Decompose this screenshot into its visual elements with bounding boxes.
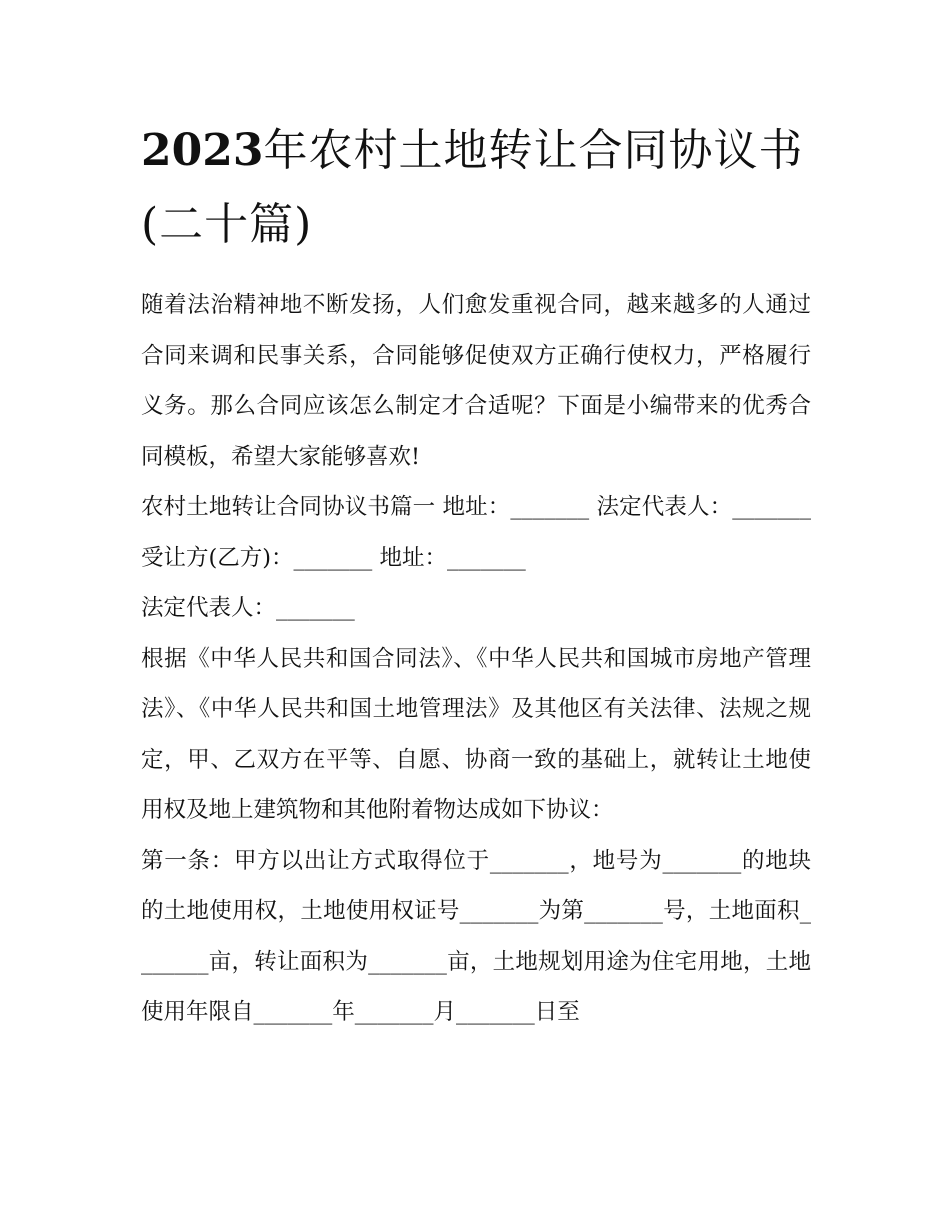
article-one-paragraph: 第一条：甲方以出让方式取得位于_______，地号为_______的地块的土地使用权，土地使用权证号_______为第_______号，土地面积_______亩，转让面积为_______亩，土地规划用途为住宅用地，土地使用年限自_______年_______月_______日至 — [141, 847, 811, 1025]
legal-basis-paragraph: 根据《中华人民共和国合同法》、《中华人民共和国城市房地产管理法》、《中华人民共和国土地管理法》及其他区有关法律、法规之规定，甲、乙双方在平等、自愿、协商一致的基础上，就转让土地使用权及地上建筑物和其他附着物达成如下协议： — [141, 645, 811, 823]
document-title — [141, 114, 811, 262]
intro-paragraph: 随着法治精神地不断发扬，人们愈发重视合同，越来越多的人通过合同来调和民事关系，合同能够促使双方正确行使权力，严格履行义务。那么合同应该怎么制定才合适呢？下面是小编带来的优秀合同模板，希望大家能够喜欢! — [141, 292, 811, 470]
legal-representative-line: 法定代表人：_______ — [141, 595, 355, 621]
title-text: 年农村土地转让合同协议书(二十篇) — [141, 125, 804, 250]
document-body — [141, 114, 811, 1038]
title-year: 2023 — [141, 125, 264, 176]
parties-paragraph: 农村土地转让合同协议书篇一 地址：_______ 法定代表人：_______ 受让方(乙方)：_______ 地址：_______ — [141, 494, 811, 571]
